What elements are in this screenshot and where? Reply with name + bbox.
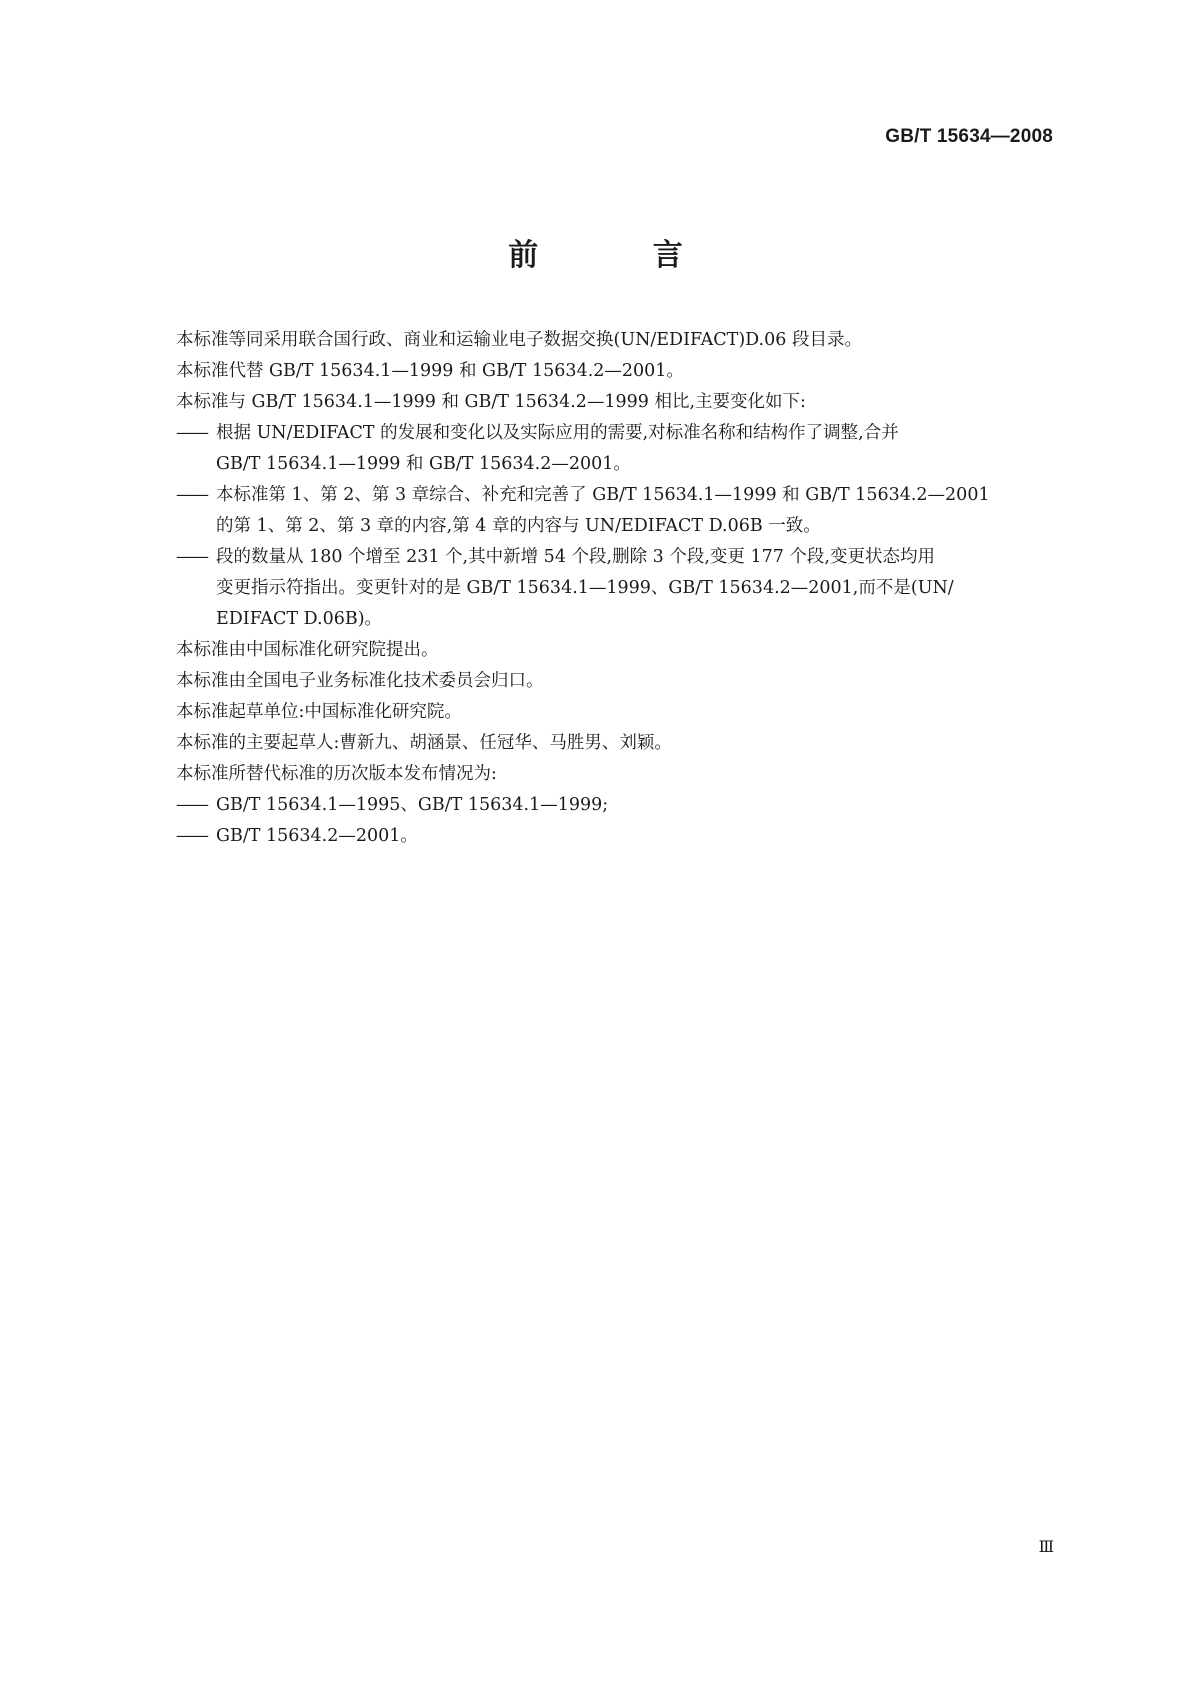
list-item	[176, 480, 1060, 542]
list-item-text: 本标准第 1、第 2、第 3 章综合、补充和完善了 GB/T 15634.1—1999 和 GB/T 15634.2—2001	[216, 485, 990, 505]
list-item-text: 的第 1、第 2、第 3 章的内容,第 4 章的内容与 UN/EDIFACT D.06B 一致。	[216, 516, 821, 536]
list-item	[176, 790, 1060, 821]
list-item-text: 变更指示符指出。变更针对的是 GB/T 15634.1—1999、GB/T 15634.2—2001,而不是(UN/	[216, 578, 954, 598]
list-dash: ——	[176, 547, 207, 567]
list-dash: ——	[176, 485, 207, 505]
paragraph-adoption: 本标准等同采用联合国行政、商业和运输业电子数据交换(UN/EDIFACT)D.06 段目录。	[176, 330, 862, 350]
list-item-text: 根据 UN/EDIFACT 的发展和变化以及实际应用的需要,对标准名称和结构作了调整,合并	[216, 423, 899, 443]
list-item-text: GB/T 15634.1—1995、GB/T 15634.1—1999;	[216, 795, 609, 815]
list-item-text: 段的数量从 180 个增至 231 个,其中新增 54 个段,删除 3 个段,变更 177 个段,变更状态均用	[216, 547, 935, 567]
paragraph-history-intro: 本标准所替代标准的历次版本发布情况为:	[176, 764, 497, 784]
list-item-text: EDIFACT D.06B)。	[216, 609, 383, 629]
list-dash: ——	[176, 826, 207, 846]
paragraph-proposer: 本标准由中国标准化研究院提出。	[176, 640, 439, 660]
list-item-text: GB/T 15634.2—2001。	[216, 826, 418, 846]
page-number: Ⅲ	[1038, 1537, 1053, 1556]
list-item	[176, 542, 1060, 635]
page-title: 前 言	[508, 238, 735, 273]
standard-code: GB/T 15634—2008	[885, 126, 1053, 147]
paragraph-committee: 本标准由全国电子业务标准化技术委员会归口。	[176, 671, 544, 691]
paragraph-drafters: 本标准的主要起草人:曹新九、胡涵景、任冠华、马胜男、刘颖。	[176, 733, 672, 753]
list-item	[176, 418, 1060, 480]
paragraph-drafting-unit: 本标准起草单位:中国标准化研究院。	[176, 702, 462, 722]
list-dash: ——	[176, 423, 207, 443]
list-item-text: GB/T 15634.1—1999 和 GB/T 15634.2—2001。	[216, 454, 631, 474]
list-dash: ——	[176, 795, 207, 815]
list-item	[176, 821, 1060, 852]
paragraph-changes-intro: 本标准与 GB/T 15634.1—1999 和 GB/T 15634.2—1999 相比,主要变化如下:	[176, 392, 806, 412]
paragraph-replaces: 本标准代替 GB/T 15634.1—1999 和 GB/T 15634.2—2001。	[176, 361, 684, 381]
foreword-body	[176, 325, 1060, 852]
